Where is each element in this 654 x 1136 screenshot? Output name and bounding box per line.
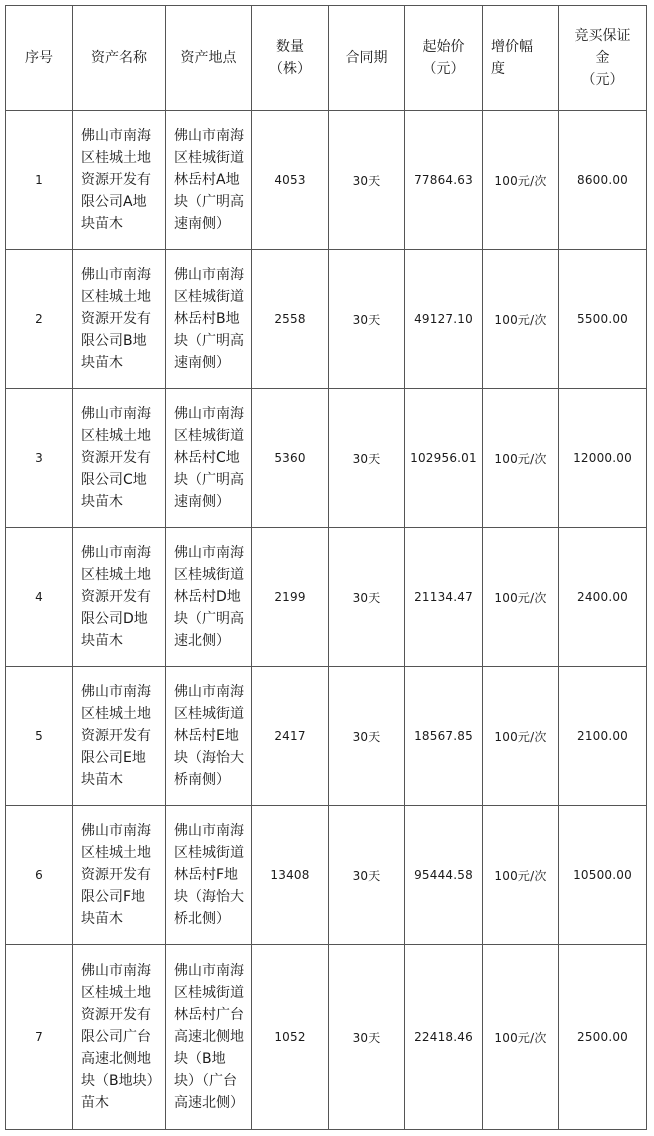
cell-quantity: 2199 bbox=[252, 528, 329, 667]
cell-starting-price: 77864.63 bbox=[405, 111, 483, 250]
header-deposit-line3: （元） bbox=[581, 72, 624, 88]
header-price-line2: （元） bbox=[422, 61, 465, 77]
cell-quantity: 4053 bbox=[252, 111, 329, 250]
cell-starting-price: 49127.10 bbox=[405, 250, 483, 389]
cell-increment: 100元/次 bbox=[483, 806, 559, 945]
cell-starting-price: 95444.58 bbox=[405, 806, 483, 945]
header-quantity-line2: （株） bbox=[269, 61, 311, 77]
header-increment-line2: 度 bbox=[491, 61, 505, 77]
cell-deposit: 10500.00 bbox=[559, 806, 647, 945]
table-row bbox=[6, 528, 647, 667]
cell-deposit: 2400.00 bbox=[559, 528, 647, 667]
table-row bbox=[6, 389, 647, 528]
cell-asset-location: 佛山市南海区桂城街道林岳村C地块（广明高速南侧） bbox=[166, 389, 252, 528]
cell-index: 5 bbox=[6, 667, 73, 806]
header-price-line1: 起始价 bbox=[422, 39, 465, 55]
header-increment bbox=[483, 6, 559, 111]
header-name: 资产名称 bbox=[73, 6, 166, 111]
cell-increment: 100元/次 bbox=[483, 945, 559, 1130]
cell-increment: 100元/次 bbox=[483, 250, 559, 389]
cell-starting-price: 102956.01 bbox=[405, 389, 483, 528]
cell-asset-name: 佛山市南海区桂城土地资源开发有限公司B地块苗木 bbox=[73, 250, 166, 389]
cell-starting-price: 18567.85 bbox=[405, 667, 483, 806]
cell-period: 30天 bbox=[329, 528, 405, 667]
cell-index: 3 bbox=[6, 389, 73, 528]
cell-increment: 100元/次 bbox=[483, 111, 559, 250]
cell-increment: 100元/次 bbox=[483, 667, 559, 806]
cell-asset-location: 佛山市南海区桂城街道林岳村A地块（广明高速南侧） bbox=[166, 111, 252, 250]
cell-quantity: 13408 bbox=[252, 806, 329, 945]
header-increment-line1: 增价幅 bbox=[491, 39, 533, 55]
header-row bbox=[6, 6, 647, 111]
cell-deposit: 2500.00 bbox=[559, 945, 647, 1130]
header-deposit-line1: 竞买保证 bbox=[574, 28, 631, 44]
cell-asset-location: 佛山市南海区桂城街道林岳村B地块（广明高速南侧） bbox=[166, 250, 252, 389]
header-price bbox=[405, 6, 483, 111]
cell-period: 30天 bbox=[329, 250, 405, 389]
cell-index: 6 bbox=[6, 806, 73, 945]
cell-index: 1 bbox=[6, 111, 73, 250]
cell-quantity: 2558 bbox=[252, 250, 329, 389]
asset-auction-table bbox=[5, 5, 647, 1130]
cell-period: 30天 bbox=[329, 945, 405, 1130]
cell-starting-price: 21134.47 bbox=[405, 528, 483, 667]
cell-quantity: 2417 bbox=[252, 667, 329, 806]
cell-period: 30天 bbox=[329, 806, 405, 945]
header-deposit-line2: 金 bbox=[595, 50, 610, 66]
cell-asset-location: 佛山市南海区桂城街道林岳村F地块（海怡大桥北侧） bbox=[166, 806, 252, 945]
table-row bbox=[6, 667, 647, 806]
cell-index: 7 bbox=[6, 945, 73, 1130]
header-index: 序号 bbox=[6, 6, 73, 111]
cell-deposit: 12000.00 bbox=[559, 389, 647, 528]
header-quantity-line1: 数量 bbox=[276, 39, 304, 55]
table-row bbox=[6, 806, 647, 945]
cell-deposit: 2100.00 bbox=[559, 667, 647, 806]
cell-asset-location: 佛山市南海区桂城街道林岳村广台高速北侧地块（B地块）（广台高速北侧） bbox=[166, 945, 252, 1130]
cell-period: 30天 bbox=[329, 111, 405, 250]
cell-asset-name: 佛山市南海区桂城土地资源开发有限公司D地块苗木 bbox=[73, 528, 166, 667]
table-row bbox=[6, 945, 647, 1130]
cell-deposit: 8600.00 bbox=[559, 111, 647, 250]
cell-asset-name: 佛山市南海区桂城土地资源开发有限公司C地块苗木 bbox=[73, 389, 166, 528]
cell-asset-name: 佛山市南海区桂城土地资源开发有限公司A地块苗木 bbox=[73, 111, 166, 250]
cell-period: 30天 bbox=[329, 389, 405, 528]
header-location: 资产地点 bbox=[166, 6, 252, 111]
cell-period: 30天 bbox=[329, 667, 405, 806]
cell-asset-name: 佛山市南海区桂城土地资源开发有限公司广台高速北侧地块（B地块）苗木 bbox=[73, 945, 166, 1130]
header-deposit bbox=[559, 6, 647, 111]
cell-starting-price: 22418.46 bbox=[405, 945, 483, 1130]
cell-index: 2 bbox=[6, 250, 73, 389]
cell-asset-location: 佛山市南海区桂城街道林岳村E地块（海怡大桥南侧） bbox=[166, 667, 252, 806]
cell-increment: 100元/次 bbox=[483, 528, 559, 667]
cell-quantity: 1052 bbox=[252, 945, 329, 1130]
table-row bbox=[6, 250, 647, 389]
header-period: 合同期 bbox=[329, 6, 405, 111]
cell-quantity: 5360 bbox=[252, 389, 329, 528]
cell-asset-location: 佛山市南海区桂城街道林岳村D地块（广明高速北侧） bbox=[166, 528, 252, 667]
header-quantity bbox=[252, 6, 329, 111]
cell-deposit: 5500.00 bbox=[559, 250, 647, 389]
cell-asset-name: 佛山市南海区桂城土地资源开发有限公司E地块苗木 bbox=[73, 667, 166, 806]
cell-index: 4 bbox=[6, 528, 73, 667]
cell-increment: 100元/次 bbox=[483, 389, 559, 528]
cell-asset-name: 佛山市南海区桂城土地资源开发有限公司F地块苗木 bbox=[73, 806, 166, 945]
table-row bbox=[6, 111, 647, 250]
